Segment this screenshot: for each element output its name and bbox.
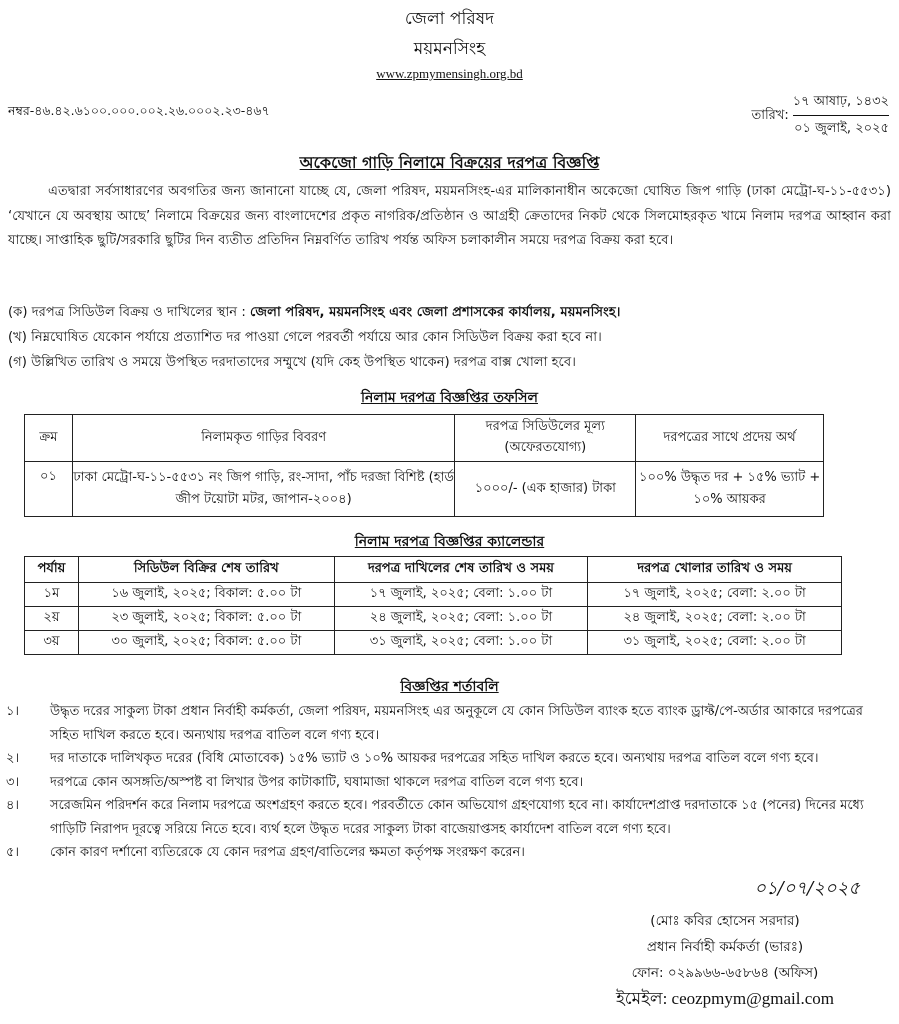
- header-cell: দরপত্র খোলার তারিখ ও সময়: [588, 557, 842, 583]
- calendar-table: [24, 556, 842, 655]
- clause-item: [8, 300, 891, 325]
- header-cell: পর্যায়: [25, 557, 79, 583]
- term-number: ৩।: [6, 774, 20, 790]
- table-cell: ১৭ জুলাই, ২০২৫; বেলা: ১.০০ টা: [334, 583, 588, 607]
- term-item: [4, 841, 895, 865]
- term-text: দরপত্রে কোন অসঙ্গতি/অস্পষ্ট বা লিখার উপর কাটাকাটি, ঘষামাজা থাকলে দরপত্র বাতিল বলে গণ্য হবে।: [50, 774, 584, 790]
- table-cell: ১০০% উদ্ধৃত দর + ১৫% ভ্যাট + ১০% আয়কর: [636, 462, 824, 517]
- calendar-table-title-text: নিলাম দরপত্র বিজ্ঞপ্তির ক্যালেন্ডার: [354, 534, 545, 550]
- date-bangla: ১৭ আষাঢ়, ১৪৩২: [793, 92, 889, 116]
- terms-title: [0, 675, 899, 699]
- signatory-name: (মোঃ কবির হোসেন সরদার): [650, 913, 800, 929]
- header-cell: দরপত্র সিডিউলের মূল্য (অফেরতযোগ্য): [455, 415, 636, 462]
- intro-paragraph: এতদ্বারা সর্বসাধারণের অবগতির জন্য জানানো যাচ্ছে যে, জেলা পরিষদ, ময়মনসিংহ-এর মালিকানাধীন অকেজো ঘোষিত জিপ গাড়ি (ঢাকা মেট্রো-ঘ-১১-৫৫৩১) ‘যেখানে যে অবস্থায় আছে’ নিলামে বিক্রয়ের জন্য বাংলাদেশের প্রকৃত নাগরিক/প্রতিষ্ঠান ও আগ্রহী ক্রেতাদের নিকট থেকে সিলমোহরকৃত খামে নিলাম দরপত্র আহ্বান করা যাচ্ছে। সাপ্তাহিক ছুটি/সরকারি ছুটির দিন ব্যতীত প্রতিদিন নিম্নবর্ণিত তারিখ পর্যন্ত অফিস চলাকালীন সময়ে দরপত্র বিক্রয় করা হবে।: [8, 184, 891, 248]
- table-cell: ৩০ জুলাই, ২০২৫; বিকাল: ৫.০০ টা: [78, 631, 334, 655]
- table-cell: ৩১ জুলাই, ২০২৫; বেলা: ১.০০ টা: [334, 631, 588, 655]
- signatory-phone: ফোন: ০২৯৯৬৬-৬৫৮৬৪ (অফিস): [631, 965, 819, 981]
- date-gregorian: ০১ জুলাই, ২০২৫: [794, 121, 889, 136]
- details-table-title: [0, 386, 899, 410]
- date-block: [751, 92, 889, 140]
- terms-title-text: বিজ্ঞপ্তির শর্তাবলি: [400, 679, 499, 695]
- clause-text: (গ) উল্লিখিত তারিখ ও সময়ে উপস্থিত দরদাতাদের সম্মুখে (যদি কেহ উপস্থিত থাকেন) দরপত্র বাক্স খোলা হবে।: [8, 355, 576, 370]
- term-item: [4, 794, 895, 841]
- term-number: ১।: [6, 704, 20, 719]
- clause-item: [8, 350, 891, 375]
- website-link[interactable]: www.zpmymensingh.org.bd: [376, 66, 523, 81]
- term-item: [4, 771, 895, 795]
- table-header-row: [25, 557, 842, 583]
- clause-text: (খ) নিম্নঘোষিত যেকোন পর্যায়ে প্রত্যাশিত দর পাওয়া গেলে পরবর্তী পর্যায়ে আর কোন সিডিউল বিক্রয় করা হবে না।: [8, 330, 602, 345]
- handwritten-signature: ০১/০৭/২০২৫: [754, 878, 860, 899]
- table-cell: ২৩ জুলাই, ২০২৫; বিকাল: ৫.০০ টা: [78, 607, 334, 631]
- table-cell: ১ম: [25, 583, 79, 607]
- table-cell: ঢাকা মেট্রো-ঘ-১১-৫৫৩১ নং জিপ গাড়ি, রং-সাদা, পাঁচ দরজা বিশিষ্ট (হার্ড জীপ টয়োটা মটর, জাপান-২০০৪): [72, 462, 454, 517]
- table-cell: ৩১ জুলাই, ২০২৫; বেলা: ২.০০ টা: [588, 631, 842, 655]
- memo-number: নম্বর-৪৬.৪২.৬১০০.০০০.০০২.২৬.০০০২.২৩-৪৬৭: [8, 103, 270, 118]
- table-cell: ১৭ জুলাই, ২০২৫; বেলা: ২.০০ টা: [588, 583, 842, 607]
- table-row: [25, 462, 824, 517]
- table-cell: ২য়: [25, 607, 79, 631]
- date-label: তারিখ:: [751, 107, 789, 123]
- table-cell: ১৬ জুলাই, ২০২৫; বিকাল: ৫.০০ টা: [78, 583, 334, 607]
- office-name: জেলা পরিষদ: [404, 9, 495, 29]
- term-text: দর দাতাকে দালিখকৃত দরের (বিধি মোতাবেক) ১৫% ভ্যাট ও ১০% আয়কর দরপত্রের সহিত দাখিল করতে হবে। অন্যথায় দরপত্র বাতিল বলে গণ্য হবে।: [50, 751, 819, 766]
- term-text: সরেজমিন পরিদর্শন করে নিলাম দরপত্রে অংশগ্রহণ করতে হবে। পরবর্তীতে কোন অভিযোগ গ্রহণযোগ্য হবে না। কার্যাদেশপ্রাপ্ত দরদাতাকে ১৫ (পনের) দিনের মধ্যে গাড়িটি নিরাপদ দূরত্বে সরিয়ে নিতে হবে। ব্যর্থ হলে উদ্ধৃত দরের সাকুল্য টাকা বাজেয়াপ্তসহ কার্যাদেশ বাতিল বলে গণ্য হবে।: [50, 798, 864, 837]
- table-cell: ৩য়: [25, 631, 79, 655]
- table-header-row: [25, 415, 824, 462]
- header-cell: দরপত্রের সাথে প্রদেয় অর্থ: [636, 415, 824, 462]
- notice-title-text: অকেজো গাড়ি নিলামে বিক্রয়ের দরপত্র বিজ্ঞপ্তি: [299, 153, 600, 172]
- table-row: [25, 631, 842, 655]
- header-cell: ক্রম: [25, 415, 73, 462]
- signature-block: [560, 870, 890, 1012]
- term-number: ৫।: [6, 845, 20, 860]
- terms-list: [4, 700, 895, 865]
- table-row: [25, 607, 842, 631]
- table-cell: ১০০০/- (এক হাজার) টাকা: [455, 462, 636, 517]
- term-number: ৪।: [6, 798, 20, 813]
- term-item: [4, 747, 895, 771]
- table-cell: ২৪ জুলাই, ২০২৫; বেলা: ১.০০ টা: [334, 607, 588, 631]
- signatory-designation: প্রধান নির্বাহী কর্মকর্তা (ভারঃ): [646, 939, 804, 955]
- clause-item: [8, 325, 891, 350]
- clause-bold-text: জেলা পরিষদ, ময়মনসিংহ এবং জেলা প্রশাসকের কার্যালয়, ময়মনসিংহ।: [249, 305, 621, 320]
- table-cell: ০১: [25, 462, 73, 517]
- details-table-title-text: নিলাম দরপত্র বিজ্ঞপ্তির তফসিল: [361, 390, 538, 406]
- header-cell: দরপত্র দাখিলের শেষ তারিখ ও সময়: [334, 557, 588, 583]
- term-text: উদ্ধৃত দরের সাকুল্য টাকা প্রধান নির্বাহী কর্মকর্তা, জেলা পরিষদ, ময়মনসিংহ এর অনুকূলে যে কোন সিডিউল ব্যাংক হতে ব্যাংক ড্রাফ্ট/পে-অর্ডার আকারে দরপত্রের সহিত দাখিল করতে হবে। অন্যথায় দরপত্র বাতিল বলে গণ্য হবে।: [50, 704, 863, 743]
- calendar-table-title: [0, 530, 899, 554]
- clause-text: (ক) দরপত্র সিডিউল বিক্রয় ও দাখিলের স্থান :: [8, 305, 250, 320]
- table-row: [25, 583, 842, 607]
- notice-title: [0, 150, 899, 177]
- term-text: কোন কারণ দর্শানো ব্যতিরেকে যে কোন দরপত্র গ্রহণ/বাতিলের ক্ষমতা কর্তৃপক্ষ সংরক্ষণ করেন।: [50, 845, 525, 860]
- term-number: ২।: [6, 751, 20, 766]
- table-cell: ২৪ জুলাই, ২০২৫; বেলা: ২.০০ টা: [588, 607, 842, 631]
- district-name: ময়মনসিংহ: [413, 39, 486, 59]
- header-cell: সিডিউল বিক্রির শেষ তারিখ: [78, 557, 334, 583]
- header-cell: নিলামকৃত গাড়ির বিবরণ: [72, 415, 454, 462]
- signatory-email[interactable]: ইমেইল: ceozpmym@gmail.com: [615, 989, 835, 1008]
- term-item: [4, 700, 895, 747]
- clauses-list: [8, 300, 891, 375]
- details-table: [24, 414, 824, 517]
